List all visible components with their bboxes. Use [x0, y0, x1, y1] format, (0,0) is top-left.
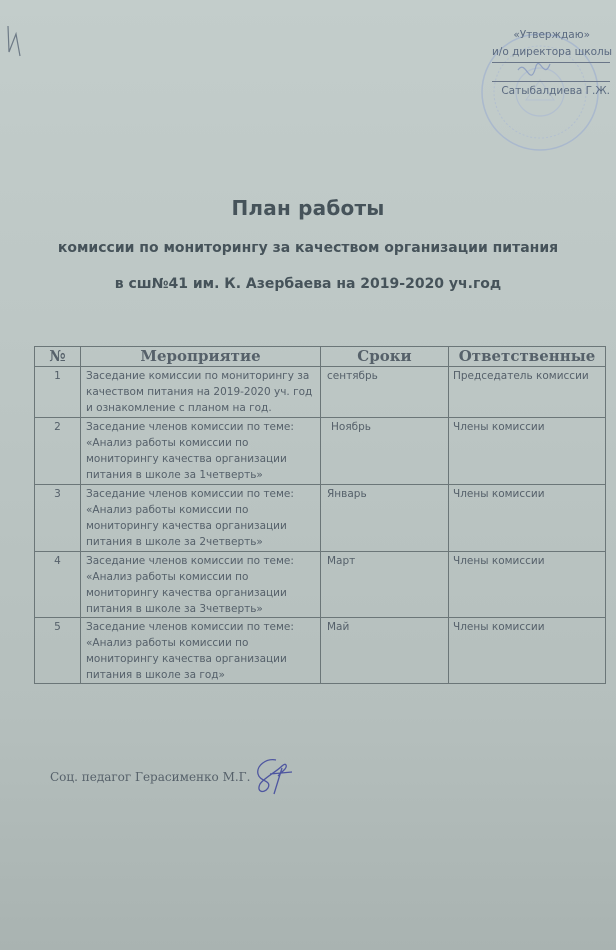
row-event: Заседание членов комиссии по теме: «Анализ работы комиссии по мониторингу качества организации питания в школе за 2четверть»: [81, 485, 321, 552]
header-number: №: [35, 347, 81, 367]
row-event: Заседание членов комиссии по теме: «Анализ работы комиссии по мониторингу качества организации питания в школе за 1четверть»: [81, 418, 321, 485]
row-date: Март: [321, 552, 449, 618]
row-date: Ноябрь: [321, 418, 449, 485]
document-title: План работы: [231, 196, 385, 220]
table-row: [35, 485, 606, 552]
row-event: Заседание членов комиссии по теме: «Анализ работы комиссии по мониторингу качества организации питания в школе за год»: [81, 618, 321, 684]
table-row: [35, 618, 606, 684]
header-responsible: Ответственные: [449, 347, 606, 367]
approval-heading: «Утверждаю»: [513, 29, 590, 41]
approval-position: и/о директора школы: [491, 46, 612, 58]
header-dates: Сроки: [321, 347, 449, 367]
row-date: Май: [321, 618, 449, 684]
row-number: 3: [35, 485, 81, 552]
row-date: сентябрь: [321, 367, 449, 418]
row-responsible: Председатель комиссии: [449, 367, 606, 418]
table-row: [35, 552, 606, 618]
signature-icon: [248, 754, 300, 798]
table-row: [35, 418, 606, 485]
signer-label: Соц. педагог Герасименко М.Г.: [50, 770, 251, 784]
approval-underline: [492, 62, 610, 63]
document-subtitle-2: в сш№41 им. К. Азербаева на 2019-2020 уч.год: [114, 276, 502, 292]
row-responsible: Члены комиссии: [449, 485, 606, 552]
row-responsible: Члены комиссии: [449, 552, 606, 618]
table-row: [35, 367, 606, 418]
row-number: 5: [35, 618, 81, 684]
row-number: 1: [35, 367, 81, 418]
table-header-row: [35, 347, 606, 367]
signature-line: [492, 81, 610, 82]
row-number: 2: [35, 418, 81, 485]
row-number: 4: [35, 552, 81, 618]
document-subtitle-1: комиссии по мониторингу за качеством организации питания: [57, 240, 559, 256]
row-responsible: Члены комиссии: [449, 618, 606, 684]
header-event: Мероприятие: [81, 347, 321, 367]
row-date: Январь: [321, 485, 449, 552]
row-responsible: Члены комиссии: [449, 418, 606, 485]
approval-name: Сатыбалдиева Г.Ж.: [501, 85, 610, 97]
row-event: Заседание членов комиссии по теме: «Анализ работы комиссии по мониторингу качества организации питания в школе за 3четверть»: [81, 552, 321, 618]
plan-table: [34, 346, 606, 684]
handwritten-mark-icon: [6, 22, 26, 62]
row-event: Заседание комиссии по мониторингу за качеством питания на 2019-2020 уч. год и ознакомление с планом на год.: [81, 367, 321, 418]
